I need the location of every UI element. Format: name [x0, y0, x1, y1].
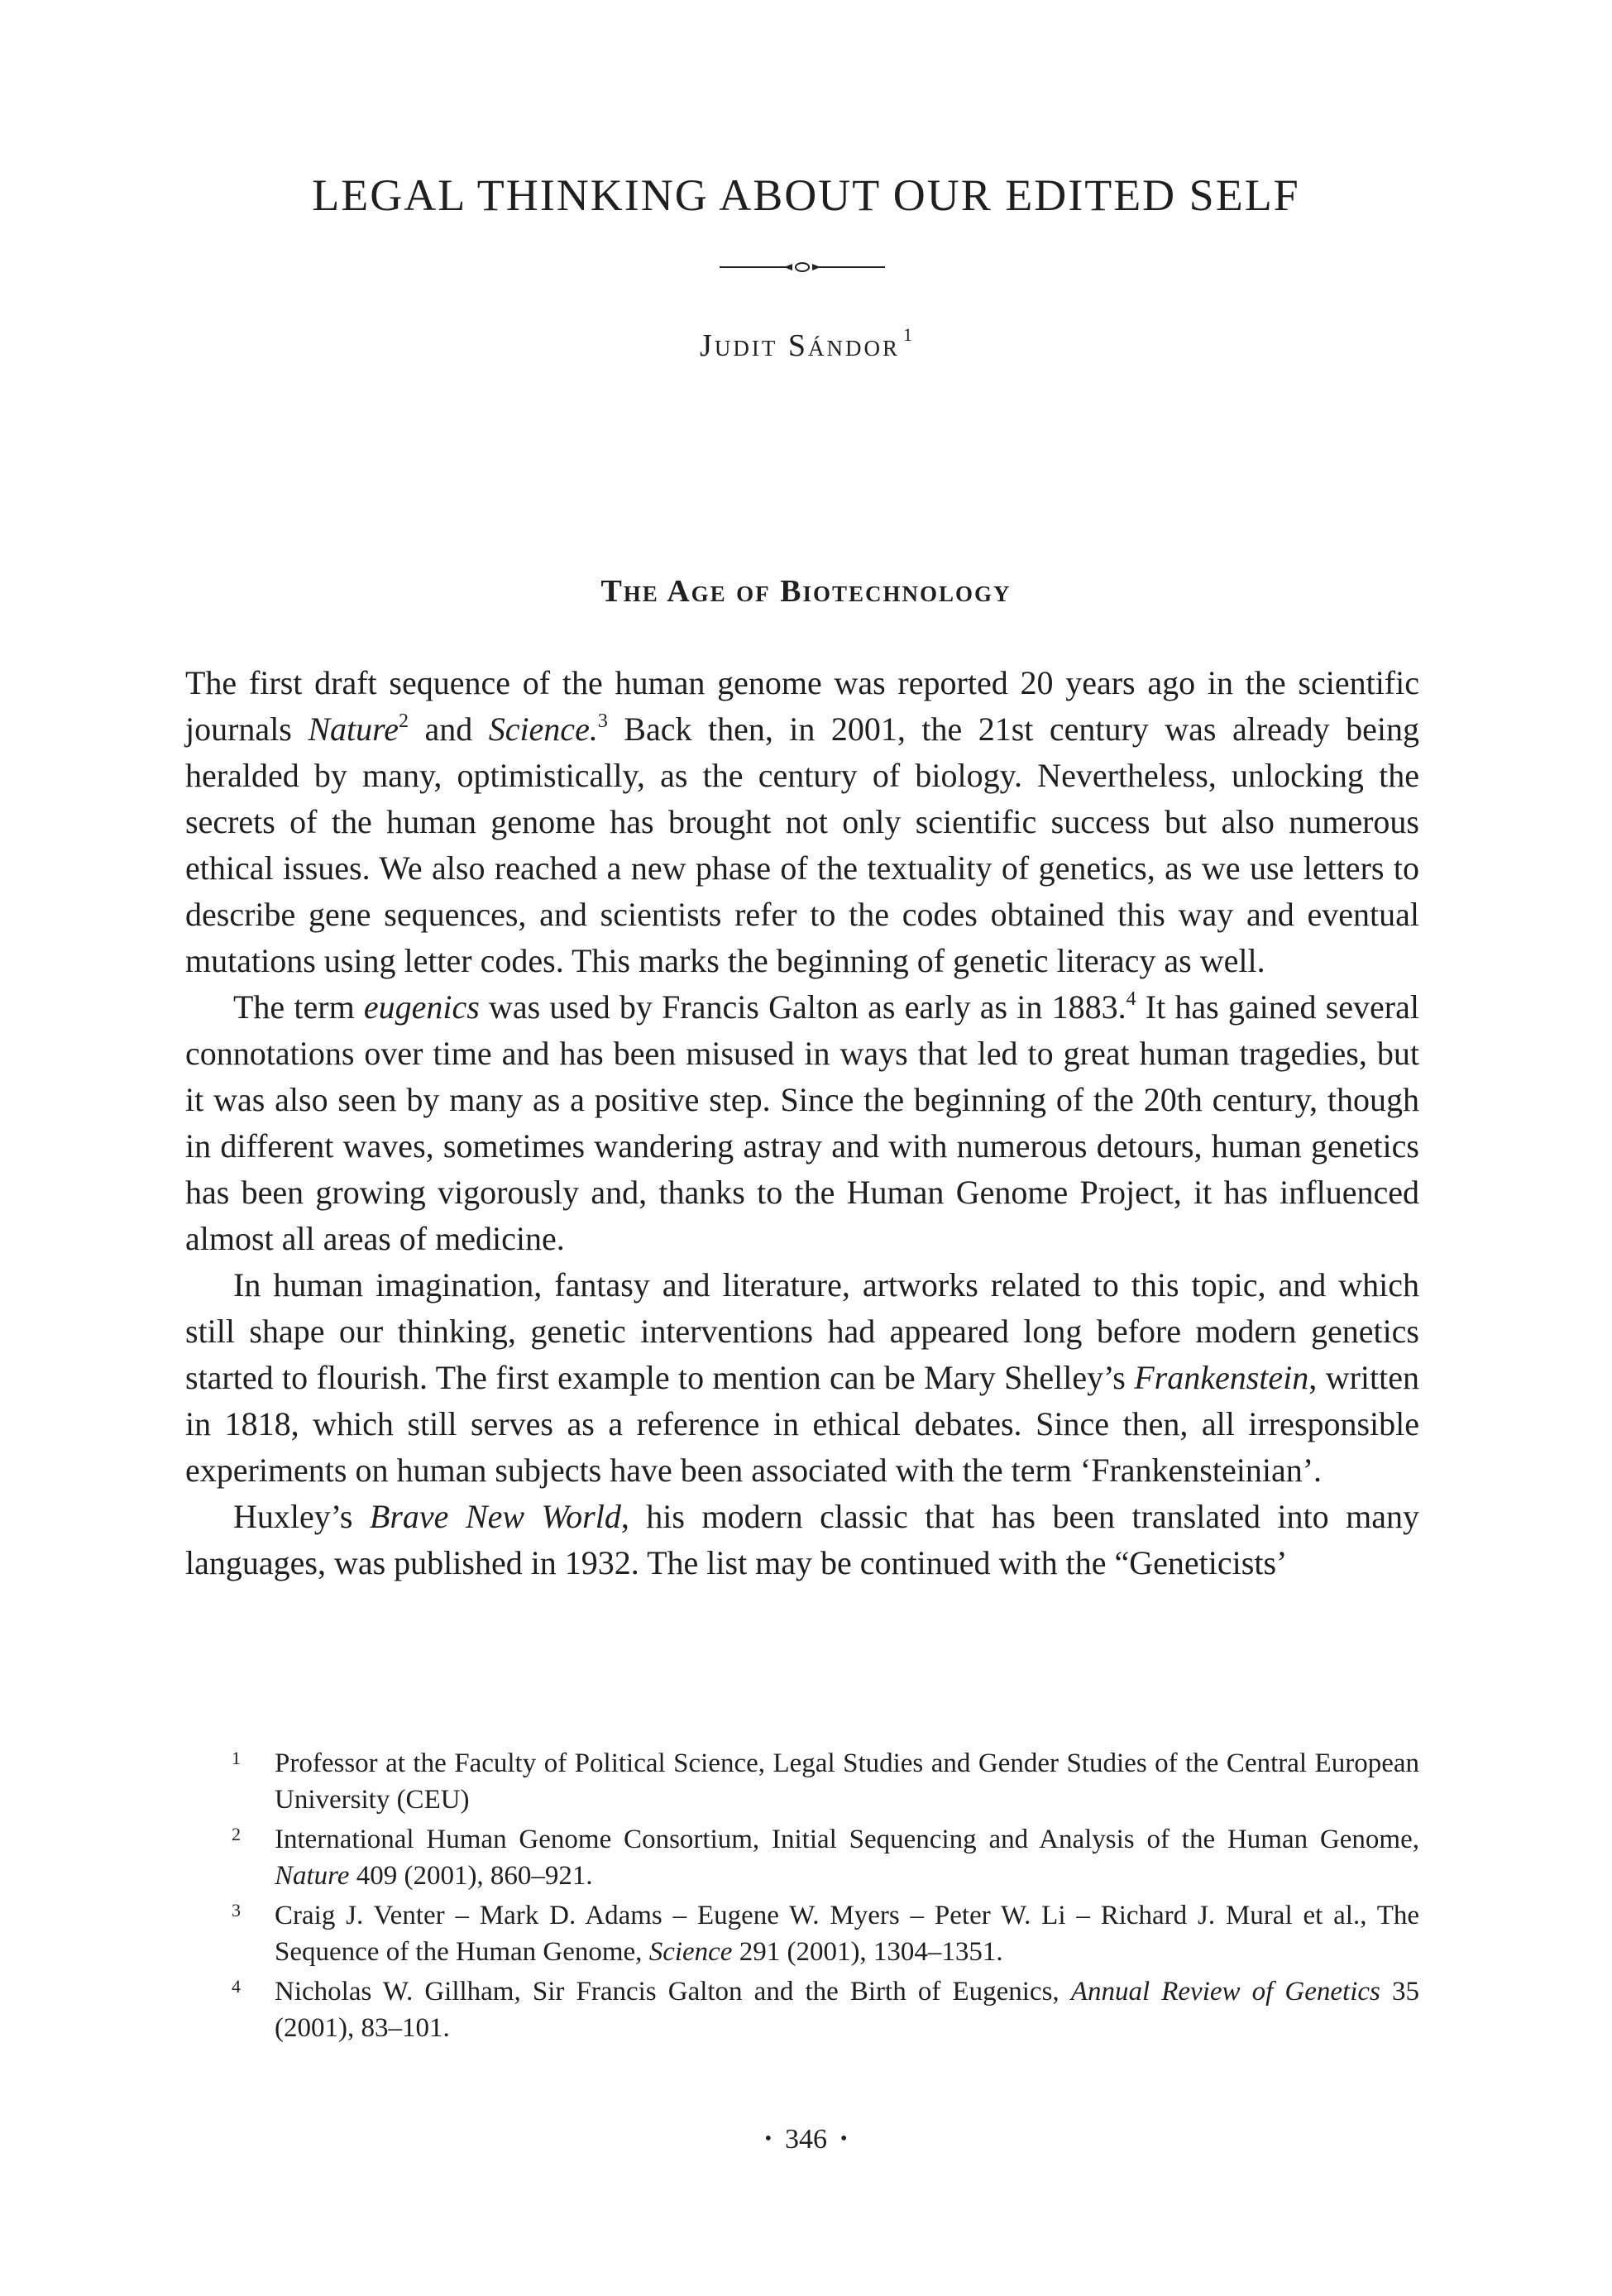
footnote: 2 International Human Genome Consortium, Initial Sequencing and Analysis of the Human Genome, Nature 409 (2001), 860–921. — [232, 1821, 1419, 1894]
author-footnote-ref[interactable]: 1 — [902, 324, 912, 345]
footnote-number: 3 — [232, 1900, 241, 1921]
section-heading: The Age of Biotechnology — [600, 574, 1012, 609]
footnote-number: 1 — [232, 1748, 241, 1768]
footnote-ref[interactable]: 2 — [398, 710, 409, 732]
paragraph: Huxley’s Brave New World, his modern classic that has been translated into many languages, was published in 1932. The list may be continued with the “Geneticists’ — [185, 1498, 1419, 1581]
paragraph: The term eugenics was used by Francis Galton as early as in 1883.$^4$ It has gained several connotations over time and has been misused in ways that led to great human tragedies, but it was also seen by many as a positive step. Since the beginning of the 20th century, though in different waves, sometimes wandering astray and with numerous detours, human genetics has been growing vigorously and, thanks to the Human Genome Project, it has influenced almost all areas of medicine. — [185, 988, 1419, 1257]
footnote — [232, 1745, 1419, 1818]
body-text — [185, 660, 1419, 1586]
bullet-icon: • — [764, 2128, 772, 2150]
author-name: Judit Sándor — [700, 328, 900, 363]
paragraph: In human imagination, fantasy and literature, artworks related to this topic, and which still shape our thinking, genetic interventions had appeared long before modern genetics started to flourish. The first example to mention can be Mary Shelley’s Frankenstein, written in 1818, which still serves as a reference in ethical debates. Since then, all irresponsible experiments on human subjects have been associated with the term ‘Frankensteinian’. — [185, 1266, 1419, 1489]
footnote-text: Professor at the Faculty of Political Science, Legal Studies and Gender Studies of the Central European University (CEU) — [275, 1748, 1419, 1815]
bullet-icon: • — [840, 2128, 848, 2150]
footnote-number: 2 — [232, 1824, 241, 1844]
page-number-footer — [0, 2124, 1612, 2155]
page-number: 346 — [785, 2124, 827, 2155]
paragraph: The first draft sequence of the human genome was reported 20 years ago in the scientific journals Nature$^2$ and Science.$^3$ Back then, in 2001, the 21st century was already being heralded by many, optimistically, as the century of biology. Nevertheless, unlocking the secrets of the human genome has brought not only scientific success but also numerous ethical issues. We also reached a new phase of the textuality of genetics, as we use letters to describe gene sequences, and scientists refer to the codes obtained this way and eventual mutations using letter codes. This marks the beginning of genetic literacy as well. — [185, 664, 1419, 979]
footnote-ref[interactable]: 3 — [597, 710, 608, 732]
author-byline — [0, 324, 1612, 364]
footnote-ref[interactable]: 4 — [1126, 988, 1136, 1010]
footnote: 3 Craig J. Venter – Mark D. Adams – Eugene W. Myers – Peter W. Li – Richard J. Mural et al., The Sequence of the Human Genome, Science 291 (2001), 1304–1351. — [232, 1897, 1419, 1970]
chapter-title: LEGAL THINKING ABOUT OUR EDITED SELF — [312, 170, 1300, 220]
footnote: 4 Nicholas W. Gillham, Sir Francis Galton and the Birth of Eugenics, Annual Review of Genetics 35 (2001), 83–101. — [232, 1973, 1419, 2046]
footnotes — [232, 1745, 1419, 2050]
footnote-number: 4 — [232, 1976, 241, 1997]
ornament-divider-icon — [720, 255, 885, 280]
